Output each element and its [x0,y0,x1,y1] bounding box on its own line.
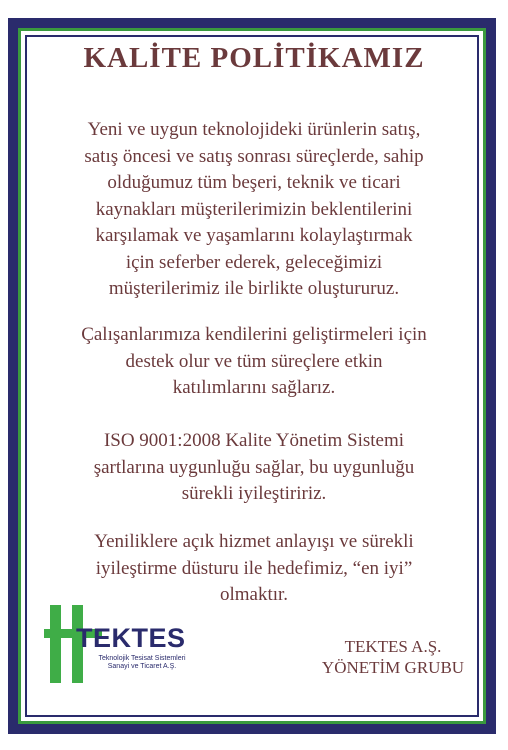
logo-subtitle-line1: Teknolojik Tesisat Sistemleri [98,655,186,662]
paragraph-line: satış öncesi ve satış sonrası süreçlerde, sahip [84,145,424,167]
tektes-logo [28,585,198,685]
paragraph-line: müşterilerimiz ile birlikte oluştururuz. [108,278,400,299]
logo-name: TEKTES [76,623,186,653]
paragraph-line: destek olur ve tüm süreçlere etkin [125,350,383,372]
paragraph-line: kaynakları müşterilerimizin beklentilerini [95,198,413,220]
paragraph-2 [20,322,488,402]
paragraph-line: karşılamak ve yaşamlarını kolaylaştırmak [95,225,413,246]
paragraph-line: katılımlarını sağlarız. [172,377,336,398]
paragraph-line: olduğumuz tüm beşeri, teknik ve ticari [107,172,401,193]
page-title: KALİTE POLİTİKAMIZ [83,42,425,74]
paragraph-line: olmaktır. [219,584,289,605]
paragraph-line: iyileştirme düsturu ile hedefimiz, “en iyi” [95,557,413,579]
paragraph-line: Yeniliklere açık hizmet anlayışı ve sürekli [94,531,414,552]
paragraph-line: şartlarına uygunluğu sağlar, bu uygunluğu [93,456,415,478]
signature-company: TEKTES A.Ş. [344,637,442,656]
paragraph-line: için seferber ederek, geleceğimizi [125,251,383,273]
paragraph-line: sürekli iyileştiririz. [181,483,327,504]
signature-block [318,636,468,678]
paragraph-line: ISO 9001:2008 Kalite Yönetim Sistemi [103,430,405,451]
paragraph-line: Yeni ve uygun teknolojideki ürünlerin satış, [87,119,421,140]
logo-cross-left-stem [50,605,61,683]
signature-group: YÖNETİM GRUBU [321,658,465,677]
paragraph-1 [20,117,488,303]
paragraph-3 [20,428,488,508]
logo-subtitle-line2: Sanayi ve Ticaret A.Ş. [107,663,177,670]
paragraph-line: Çalışanlarımıza kendilerini geliştirmeleri için [81,324,427,345]
